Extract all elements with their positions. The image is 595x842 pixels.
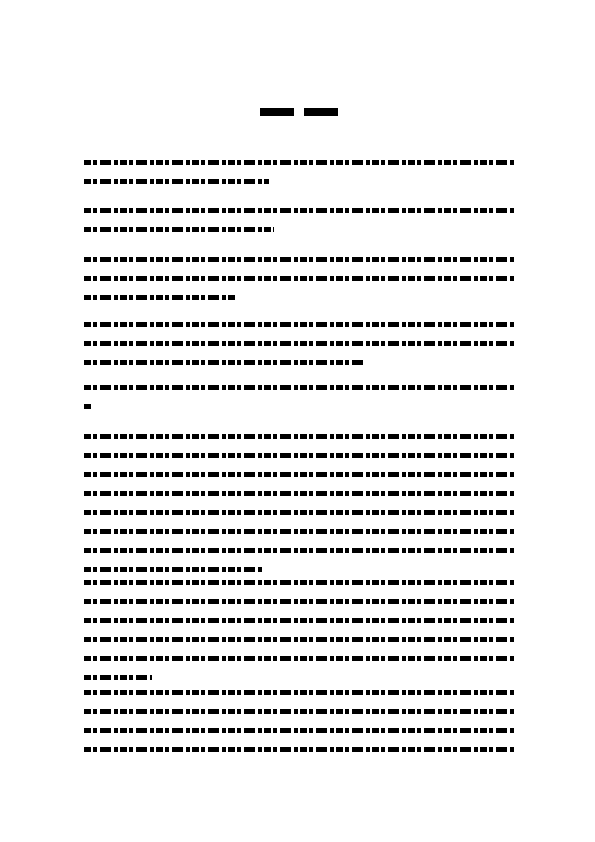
paragraph-5 [84, 385, 514, 409]
text-line [84, 257, 514, 262]
text-line [84, 385, 514, 390]
text-line [84, 341, 514, 346]
text-line [84, 160, 514, 165]
text-line [84, 567, 262, 572]
page-title [260, 108, 340, 116]
text-line [84, 453, 514, 458]
text-line [84, 529, 514, 534]
text-line [84, 747, 514, 752]
text-line [84, 548, 514, 553]
text-line [84, 690, 514, 695]
text-line [84, 295, 236, 300]
paragraph-1 [84, 160, 514, 184]
text-line [84, 637, 514, 642]
text-line [84, 491, 514, 496]
text-line [84, 360, 364, 365]
text-line [84, 276, 514, 281]
text-line [84, 728, 514, 733]
paragraph-6 [84, 434, 514, 572]
text-line [84, 208, 514, 213]
text-line [84, 599, 514, 604]
text-line [84, 404, 92, 409]
text-line [84, 179, 269, 184]
text-line [84, 580, 514, 585]
paragraph-8 [84, 690, 514, 752]
text-line [84, 656, 514, 661]
paragraph-7 [84, 580, 514, 680]
paragraph-3 [84, 257, 514, 300]
text-line [84, 472, 514, 477]
text-line [84, 322, 514, 327]
paragraph-4 [84, 322, 514, 365]
text-line [84, 618, 514, 623]
text-line [84, 510, 514, 515]
text-line [84, 675, 152, 680]
text-line [84, 709, 514, 714]
text-line [84, 434, 514, 439]
paragraph-2 [84, 208, 514, 232]
text-line [84, 227, 274, 232]
